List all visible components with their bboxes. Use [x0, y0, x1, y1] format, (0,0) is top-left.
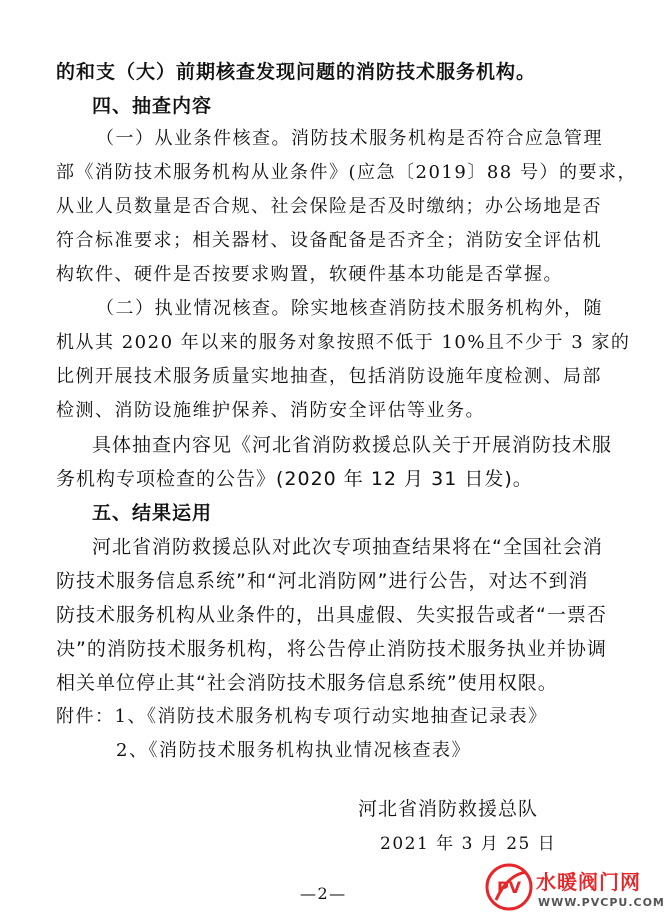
attachment-1: 附件：1、《消防技术服务机构专项行动实地抽查记录表》: [56, 706, 548, 727]
paragraph-line: （一）从业条件核查。消防技术服务机构是否符合应急管理: [96, 128, 603, 149]
page-number: —2—: [300, 884, 347, 903]
watermark-title: 水暖阀门网: [536, 870, 641, 894]
signature-date: 2021 年 3 月 25 日: [380, 834, 557, 854]
paragraph-line: 相关单位停止其“社会消防技术服务信息系统”使用权限。: [56, 672, 558, 694]
paragraph-line: 务机构专项检查的公告》(2020 年 12 月 31 日发)。: [56, 468, 533, 490]
paragraph-line: 防技术服务机构从业条件的，出具虚假、失实报告或者“一票否: [56, 604, 607, 626]
paragraph-line: 构软件、硬件是否按要求购置，软硬件基本功能是否掌握。: [56, 264, 563, 285]
section-heading-5: 五、结果运用: [92, 502, 213, 524]
paragraph-line: 比例开展技术服务质量实地抽查，包括消防设施年度检测、局部: [56, 366, 602, 387]
signature-org: 河北省消防救援总队: [358, 798, 539, 820]
section-heading-4: 四、抽查内容: [92, 95, 213, 117]
paragraph-line: 检测、消防设施维护保养、消防安全评估等业务。: [56, 400, 485, 421]
paragraph-line: 机从其 2020 年以来的服务对象按照不低于 10%且不少于 3 家的: [56, 332, 631, 353]
paragraph-line: 部《消防技术服务机构从业条件》(应急〔2019〕88 号）的要求，: [56, 162, 637, 183]
paragraph-line: 决”的消防技术服务机构，将公告停止消防技术服务执业并协调: [56, 638, 607, 660]
logo-letters: PV: [496, 878, 522, 897]
paragraph-line: 符合标准要求；相关器材、设备配备是否齐全；消防安全评估机: [56, 230, 602, 251]
paragraph-line: 从业人员数量是否合规、社会保险是否及时缴纳；办公场地是否: [56, 196, 602, 217]
paragraph-line: （二）执业情况核查。除实地核查消防技术服务机构外，随: [96, 298, 603, 319]
attachment-2: 2、《消防技术服务机构执业情况核查表》: [116, 740, 471, 761]
paragraph-line: 河北省消防救援总队对此次专项抽查结果将在“全国社会消: [92, 536, 603, 558]
watermark-url: WWW.PVCPU.COM: [538, 896, 665, 909]
pv-logo-icon: [484, 862, 534, 912]
paragraph-line: 具体抽查内容见《河北省消防救援总队关于开展消防技术服: [92, 434, 613, 456]
paragraph-line: 的和支（大）前期核查发现问题的消防技术服务机构。: [56, 61, 537, 83]
site-watermark: [480, 858, 665, 918]
paragraph-line: 防技术服务信息系统”和“河北消防网”进行公告，对达不到消: [56, 570, 589, 592]
